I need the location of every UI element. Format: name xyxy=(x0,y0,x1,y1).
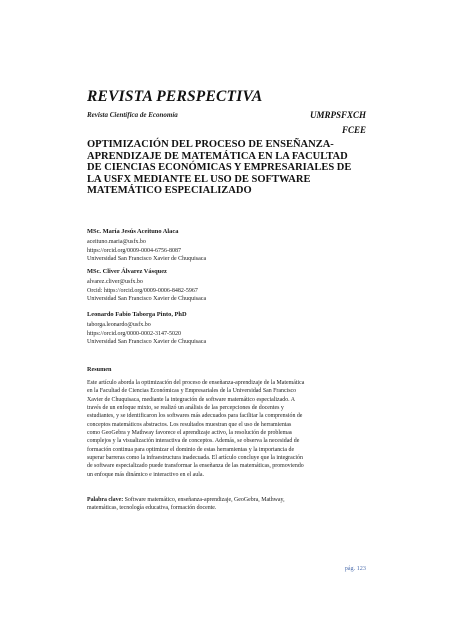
abstract-line: como GeoGebra y Mathway favorece el aprendizaje activo, la resolución de problemas xyxy=(87,430,293,437)
author-name: MSc. Cliver Álvarez Vásquez xyxy=(87,268,167,275)
keywords-text: Software matemático, enseñanza-aprendizaje, GeoGebra, Mathway, xyxy=(124,497,285,503)
abstract-line: en la Facultad de Ciencias Económicas y Empresariales de la Universidad San Francisco xyxy=(87,388,297,395)
author-affiliation: Universidad San Francisco Xavier de Chuquisaca xyxy=(87,295,207,302)
author-name: MSc. María Jesús Aceituno Alaca xyxy=(87,228,179,235)
journal-title: REVISTA PERSPECTIVA xyxy=(87,88,263,105)
abstract-line: estudiantes, y se identificaron los softwares más adecuados para facilitar la comprensión de xyxy=(87,413,303,420)
article-title xyxy=(87,139,377,197)
abstract-line: de software especializado puede transformar la enseñanza de las matemáticas, promoviendo xyxy=(87,463,304,470)
abstract-line: Este artículo aborda la optimización del proceso de enseñanza-aprendizaje de la Matemática xyxy=(87,380,305,386)
title-line: DE CIENCIAS ECONÓMICAS Y EMPRESARIALES DE xyxy=(87,162,352,174)
abstract-line: Xavier de Chuquisaca, mediante la integración de software matemático especializado. A xyxy=(87,396,296,403)
abstract-line: un enfoque más dinámico e interactivo en el aula. xyxy=(87,471,204,478)
author-email-link[interactable]: taborga.leonardo@usfx.bo xyxy=(87,322,151,329)
title-line: OPTIMIZACIÓN DEL PROCESO DE ENSEÑANZA- xyxy=(87,139,334,150)
author-email-link[interactable]: aceituno.maria@usfx.bo xyxy=(87,239,146,246)
author-email-link[interactable]: alvarez.cliver@usfx.bo xyxy=(87,279,143,286)
author-affiliation: Universidad San Francisco Xavier de Chuquisaca xyxy=(87,338,207,345)
abstract-line: formación continua para optimizar el dominio de estas herramientas y la importancia de xyxy=(87,446,295,453)
journal-subtitle: Revista Científica de Economía xyxy=(87,111,178,119)
abstract-line: conceptos matemáticos abstractos. Los resultados muestran que el uso de herramientas xyxy=(87,421,292,428)
author-block xyxy=(87,311,387,346)
abstract-line: complejos y la visualización interactiva de conceptos. Además, se observa la necesidad de xyxy=(87,438,300,445)
abstract-line: superar barreras como la infraestructura inadecuada. El artículo concluye que la integración xyxy=(87,455,303,462)
institution-code: UMRPSFXCH xyxy=(309,110,366,120)
keywords-label: Palabra clave: xyxy=(87,497,124,503)
abstract-line: través de un enfoque mixto, se realizó un análisis de las percepciones de docentes y xyxy=(87,405,284,412)
abstract-heading: Resumen xyxy=(87,366,112,373)
keywords xyxy=(87,496,369,513)
author-block xyxy=(87,228,387,263)
abstract-body xyxy=(87,379,369,479)
keywords-text: matemáticas, tecnología educativa, formación docente. xyxy=(87,505,217,512)
author-orcid-link[interactable]: https://orcid.org/0009-0004-6756-8087 xyxy=(87,247,182,254)
page-number: pág. 123 xyxy=(344,565,366,572)
title-line: MATEMÁTICO ESPECIALIZADO xyxy=(87,185,252,197)
title-line: APRENDIZAJE DE MATEMÁTICA EN LA FACULTAD xyxy=(87,150,348,162)
faculty-code: FCEE xyxy=(341,125,366,135)
author-affiliation: Universidad San Francisco Xavier de Chuquisaca xyxy=(87,255,207,262)
author-block xyxy=(87,268,387,303)
author-orcid-link[interactable]: Orcid: https://orcid.org/0009-0006-8482-5967 xyxy=(87,287,198,294)
author-name: Leonardo Fabio Taborga Pinto, PhD xyxy=(87,311,187,318)
title-line: LA USFX MEDIANTE EL USO DE SOFTWARE xyxy=(87,173,311,185)
author-orcid-link[interactable]: https://orcid.org/0000-0002-3147-5020 xyxy=(87,330,182,337)
